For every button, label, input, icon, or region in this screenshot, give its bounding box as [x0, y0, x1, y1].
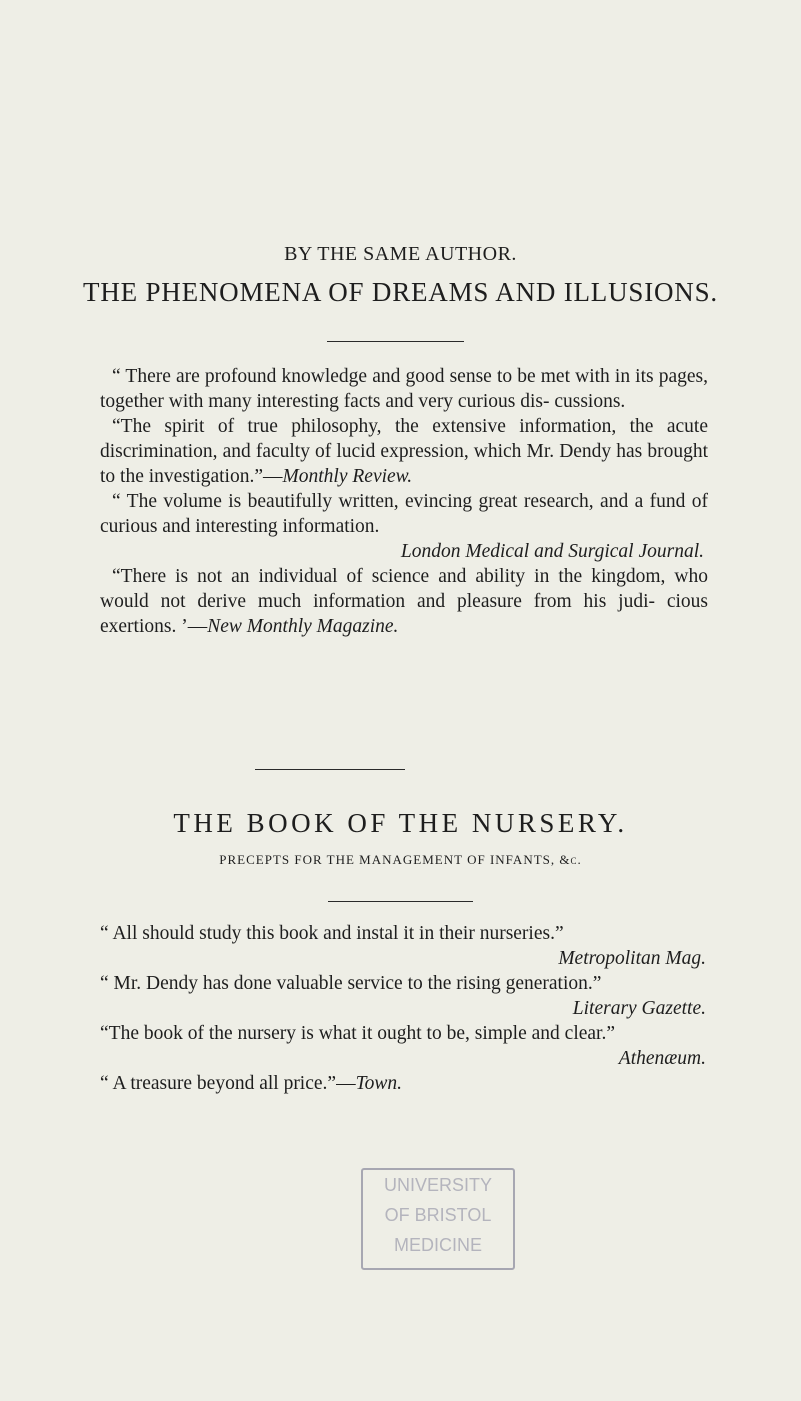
review-quote-4: “There is not an individual of science and ability in the kingdom, who would not derive much information and pleasure from his judi- cious exertions. ’—New Monthly Magazine.: [100, 566, 708, 637]
review-quote-1: “ There are profound knowledge and good sense to be met with in its pages, together with many interesting facts and very curious dis- cussions.: [100, 366, 708, 412]
review-source: Literary Gazette.: [572, 998, 706, 1019]
review-source: New Monthly Magazine.: [207, 616, 399, 637]
review-source: London Medical and Surgical Journal.: [400, 541, 704, 562]
review-quote-5: “ All should study this book and instal it in their nurseries.”: [100, 923, 564, 944]
nursery-subtitle: PRECEPTS FOR THE MANAGEMENT OF INFANTS, &c.: [219, 852, 582, 867]
divider-rule: [255, 769, 405, 770]
review-source: Town.: [355, 1073, 403, 1094]
review-source: Monthly Review.: [282, 466, 413, 487]
review-source: Athenæum.: [618, 1048, 706, 1069]
dreams-title: THE PHENOMENA OF DREAMS AND ILLUSIONS.: [83, 277, 718, 307]
dreams-reviews: [100, 364, 708, 639]
nursery-title: THE BOOK OF THE NURSERY.: [173, 808, 628, 838]
review-quote-2: “The spirit of true philosophy, the extensive information, the acute discrimination, and faculty of lucid expression, which Mr. Dendy has brought to the investigation.”—Monthly Review.: [100, 416, 708, 487]
nursery-reviews: [100, 921, 710, 1096]
review-quote-7: “The book of the nursery is what it ought to be, simple and clear.”: [100, 1023, 615, 1044]
divider-rule: [328, 901, 473, 902]
review-quote-8: “ A treasure beyond all price.”—Town.: [100, 1073, 403, 1094]
review-source: Metropolitan Mag.: [558, 948, 706, 969]
review-quote-3: “ The volume is beautifully written, evincing great research, and a fund of curious and interesting information.: [100, 491, 708, 537]
review-quote-6: “ Mr. Dendy has done valuable service to the rising generation.”: [100, 973, 602, 994]
divider-rule: [327, 341, 464, 342]
library-stamp: UNIVERSITY OF BRISTOL MEDICINE: [361, 1168, 515, 1270]
by-author-heading: BY THE SAME AUTHOR.: [284, 243, 517, 265]
